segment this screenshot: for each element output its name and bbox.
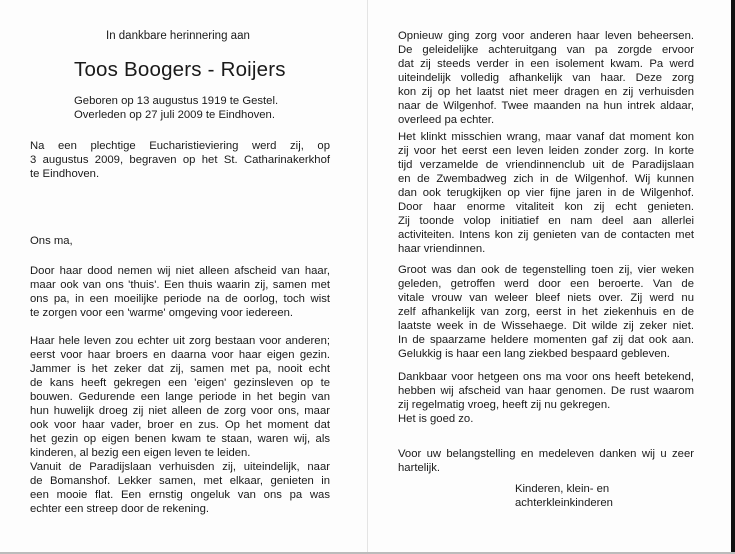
text-line: Voor uw belangstelling en medeleven danken wij u zeer [398,448,694,460]
left-paragraph-2 [30,334,330,460]
text-line: Groot was dan ook de tegenstelling toen zij, vier weken [398,264,694,276]
text-line: de Bomanshof. Lekker samen, met elkaar, genieten in [30,475,330,488]
text-line: De geleidelijke achteruitgang van pa zorgde ervoor [398,44,694,57]
text-line: hebben wij afscheid van haar genomen. De rust waarom [398,385,694,398]
text-line: ook voor haar vader, broer en zus. Op het moment dat [30,419,330,432]
text-line: ons pa, in een moeilijke periode na de oorlog, toch wist [30,293,330,306]
text-line: het gezin op eigen benen kwam te staan, waren wij, als [30,433,330,446]
right-paragraph-2 [398,130,694,256]
service-paragraph [30,139,330,181]
text-line: Het is goed zo. [398,413,474,426]
birth-line: Geboren op 13 augustus 1919 te Gestel. [74,95,279,107]
text-line: In de spaarzame heldere momenten gaf zij dat ook aan. [398,334,694,347]
text-line: hartelijk. [398,462,441,475]
intro-line: In dankbare herinnering aan [106,30,250,42]
text-line: zij regelmatig vroeg, heeft zij nu gekregen. [398,399,611,412]
text-line: de kans heeft gekregen een 'eigen' gezinsleven op te [30,377,330,390]
text-line: naar de Wilgenhof. Twee maanden na hun intrek aldaar, [398,100,694,113]
text-line: dat zij steeds verder in een isolement kwam. Pa werd [398,58,694,71]
text-line: Opnieuw ging zorg voor anderen haar leven beheersen. [398,30,694,42]
text-line: haar vriendinnen. [398,243,486,256]
text-line: Gelukkig is haar een lang ziekbed bespaard gebleven. [398,348,670,361]
signature [515,482,685,510]
thanks-paragraph [398,447,694,475]
text-line: te zorgen voor een 'warme' omgeving voor iedereen. [30,307,294,320]
death-line: Overleden op 27 juli 2009 te Eindhoven. [74,109,275,121]
text-line: Door haar dood nemen wij niet alleen afscheid van haar, [30,265,330,277]
text-line: achterkleinkinderen [515,497,613,510]
text-line: kon zij op het laatst niet meer dragen en zij verhuisden [398,86,694,99]
text-line: te Eindhoven. [30,168,100,181]
text-line: overleed pa echter. [398,114,495,127]
text-line: tijd verzamelde de vriendinnenclub uit de Paradijslaan [398,159,694,172]
text-line: maar ook van ons 'thuis'. Een thuis waarin zij, samen met [30,279,330,292]
text-line: een mooie flat. Een ernstig ongeluk van ons pa was [30,489,330,502]
text-line: en de Zwembadweg zich in de Wilgenhof. Wij kunnen [398,173,694,186]
text-line: hun huwelijk droeg zij niet alleen de zorg voor ons, maar [30,405,330,418]
text-line: Haar hele leven zou echter uit zorg bestaan voor anderen; [30,335,330,347]
right-paragraph-1 [398,29,694,127]
left-paragraph-3 [30,460,330,516]
text-line: Kinderen, klein- en [515,483,610,495]
text-line: activiteiten. Intens kon zij genieten van de contacten met [398,229,694,242]
text-line: Na een plechtige Eucharistieviering werd zij, op [30,140,330,152]
text-line: dan ook terugkijken op vier fijne jaren in de Wilgenhof. [398,187,694,200]
text-line: Jammer is het zeker dat zij, samen met pa, nooit echt [30,363,330,376]
right-paragraph-4 [398,370,694,426]
right-paragraph-3 [398,263,694,361]
text-line: zij voor het eerst een leven leiden zonder zorg. In korte [398,145,694,158]
deceased-name: Toos Boogers - Roijers [74,58,286,81]
text-line: 3 augustus 2009, begraven op het St. Catharinakerkhof [30,154,330,167]
text-line: zelf afhankelijk van zorg, eerst in het ziekenhuis en de [398,306,694,319]
text-line: uiteindelijk volledig afhankelijk van haar. Deze zorg [398,72,694,85]
text-line: Dankbaar voor hetgeen ons ma voor ons heeft betekend, [398,371,694,383]
scan-edge [731,0,735,554]
text-line: Vanuit de Paradijslaan verhuisden zij, uiteindelijk, naar [30,461,330,473]
text-line: Het klinkt misschien wrang, maar vanaf dat moment kon [398,131,694,143]
text-line: geleden, getroffen werd door een beroerte. Van de [398,278,694,291]
text-line: eerst voor haar broers en daarna voor haar eigen gezin. [30,349,330,362]
left-paragraph-1 [30,264,330,320]
text-line: echter een streep door de rekening. [30,503,209,516]
text-line: Zij toonde volop initiatief en nam deel aan allerlei [398,215,694,228]
salutation: Ons ma, [30,235,73,247]
fold-line [367,0,368,554]
text-line: vitale vrouw van weleer bleef niets over. Zij werd nu [398,292,694,305]
text-line: Door haar enorme vitaliteit kon zij echt genieten. [398,201,694,214]
text-line: laatste week in de Wissehaege. Dit wilde zij zeker niet. [398,320,694,333]
text-line: kinderen, al bezig een eigen leven te leiden. [30,447,251,460]
text-line: bouwen. Gedurende een lange periode in het begin van [30,391,330,404]
